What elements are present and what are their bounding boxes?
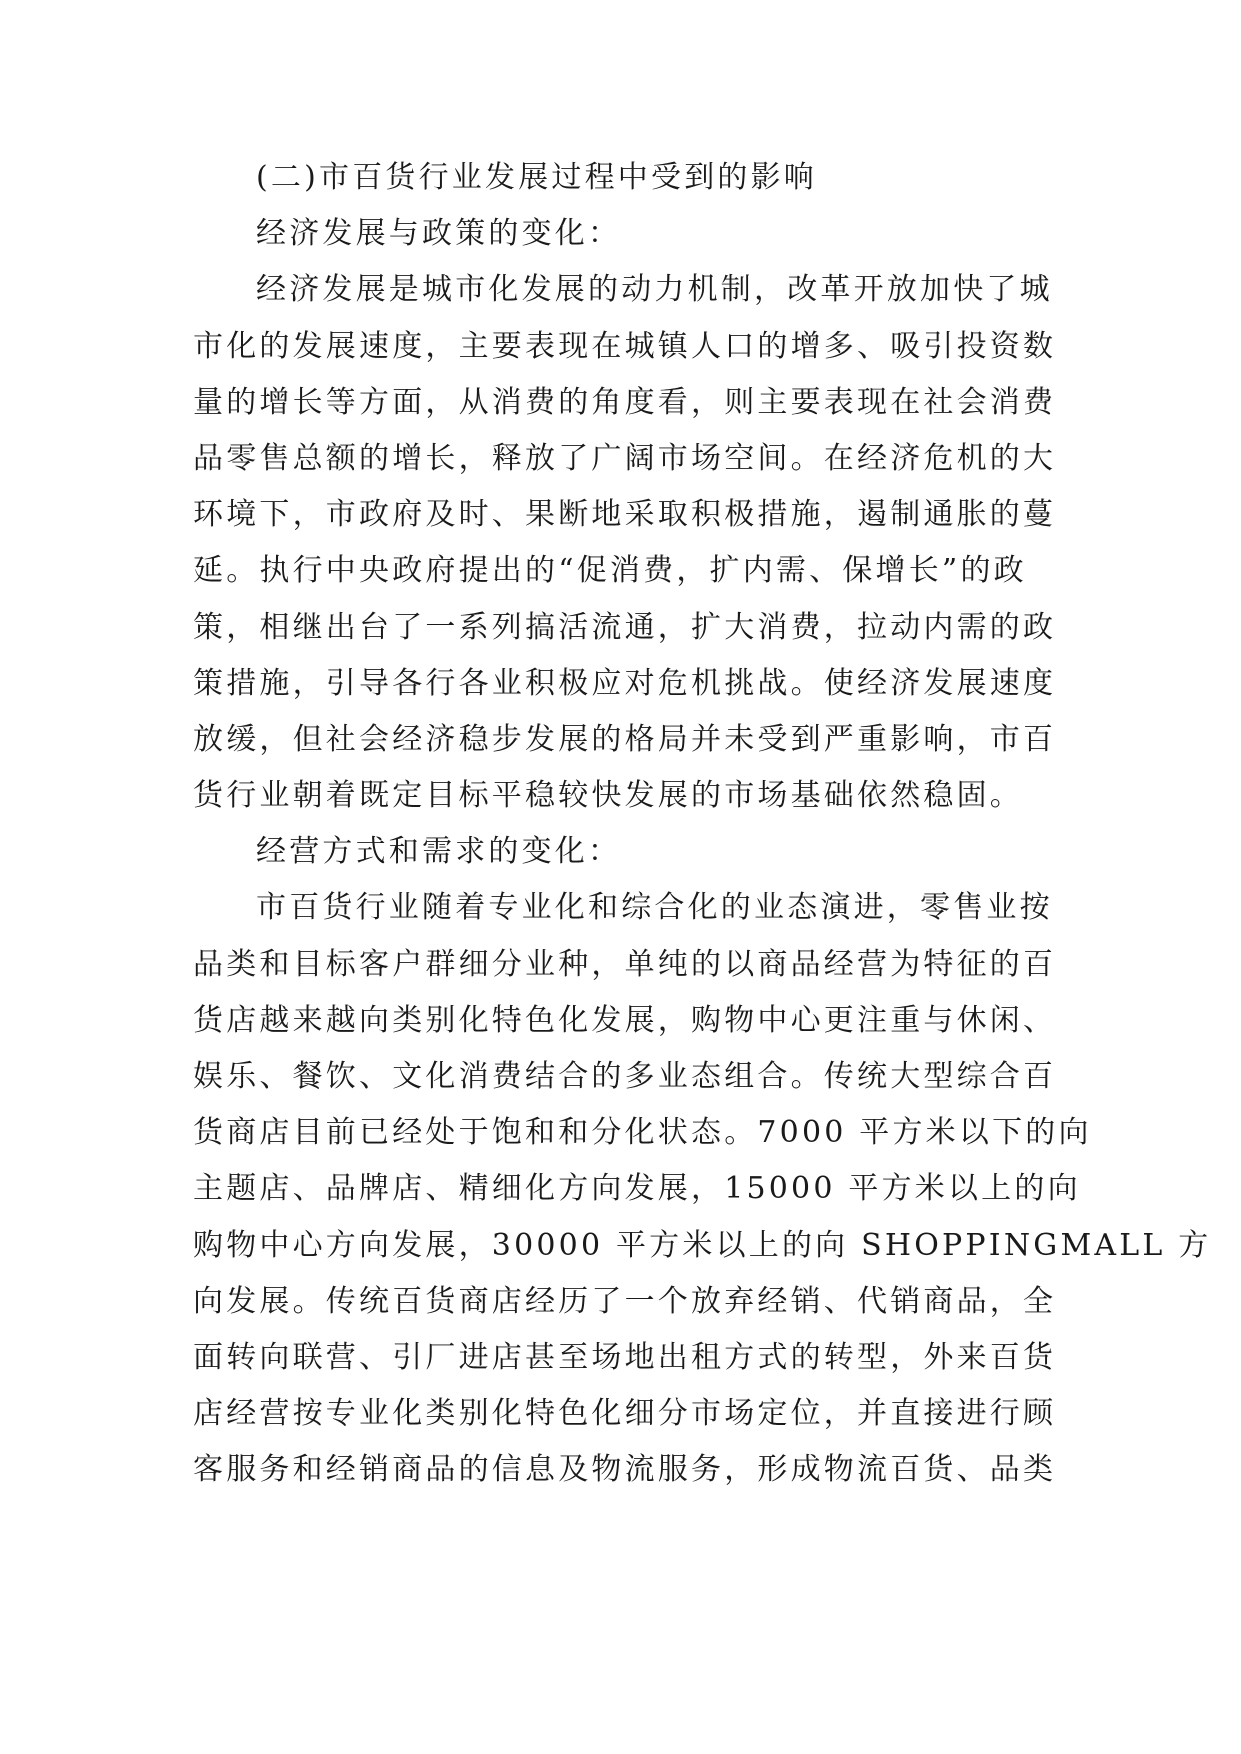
paragraph-line: 策措施，引导各行各业积极应对危机挑战。使经济发展速度	[193, 665, 1057, 701]
paragraph-line: 货商店目前已经处于饱和和分化状态。7000 平方米以下的向	[193, 1115, 1092, 1151]
paragraph-line: 环境下，市政府及时、果断地采取积极措施，遏制通胀的蔓	[193, 497, 1057, 533]
paragraph-line: 货店越来越向类别化特色化发展，购物中心更注重与休闲、	[193, 1002, 1057, 1038]
section-heading: (二)市百货行业发展过程中受到的影响	[256, 160, 818, 195]
subheading-economy-policy: 经济发展与政策的变化：	[256, 216, 622, 252]
paragraph-line: 延。执行中央政府提出的“促消费，扩内需、保增长”的政	[193, 553, 1027, 589]
paragraph-line: 放缓，但社会经济稳步发展的格局并未受到严重影响，市百	[193, 721, 1057, 757]
paragraph-line: 面转向联营、引厂进店甚至场地出租方式的转型，外来百货	[193, 1339, 1057, 1375]
paragraph-line: 量的增长等方面，从消费的角度看，则主要表现在社会消费	[193, 384, 1057, 420]
paragraph-line: 货行业朝着既定目标平稳较快发展的市场基础依然稳固。	[193, 778, 1023, 814]
paragraph-line: 经济发展是城市化发展的动力机制，改革开放加快了城	[256, 272, 1053, 308]
paragraph-line: 市化的发展速度，主要表现在城镇人口的增多、吸引投资数	[193, 328, 1057, 364]
paragraph-line: 品类和目标客户群细分业种，单纯的以商品经营为特征的百	[193, 946, 1057, 982]
paragraph-line: 市百货行业随着专业化和综合化的业态演进，零售业按	[256, 890, 1053, 926]
paragraph-line: 店经营按专业化类别化特色化细分市场定位，并直接进行顾	[193, 1396, 1057, 1432]
paragraph-line: 策，相继出台了一系列搞活流通，扩大消费，拉动内需的政	[193, 609, 1057, 645]
paragraph-line: 向发展。传统百货商店经历了一个放弃经销、代销商品，全	[193, 1283, 1057, 1319]
paragraph-line: 客服务和经销商品的信息及物流服务，形成物流百货、品类	[193, 1452, 1057, 1488]
paragraph-line: 娱乐、餐饮、文化消费结合的多业态组合。传统大型综合百	[193, 1059, 1057, 1094]
subheading-operation-demand: 经营方式和需求的变化：	[256, 834, 622, 870]
document-body	[193, 150, 1212, 1499]
paragraph-line: 购物中心方向发展，30000 平方米以上的向 SHOPPINGMALL 方	[193, 1227, 1212, 1263]
paragraph-line: 品零售总额的增长，释放了广阔市场空间。在经济危机的大	[193, 440, 1057, 476]
paragraph-line: 主题店、品牌店、精细化方向发展，15000 平方米以上的向	[193, 1171, 1081, 1207]
